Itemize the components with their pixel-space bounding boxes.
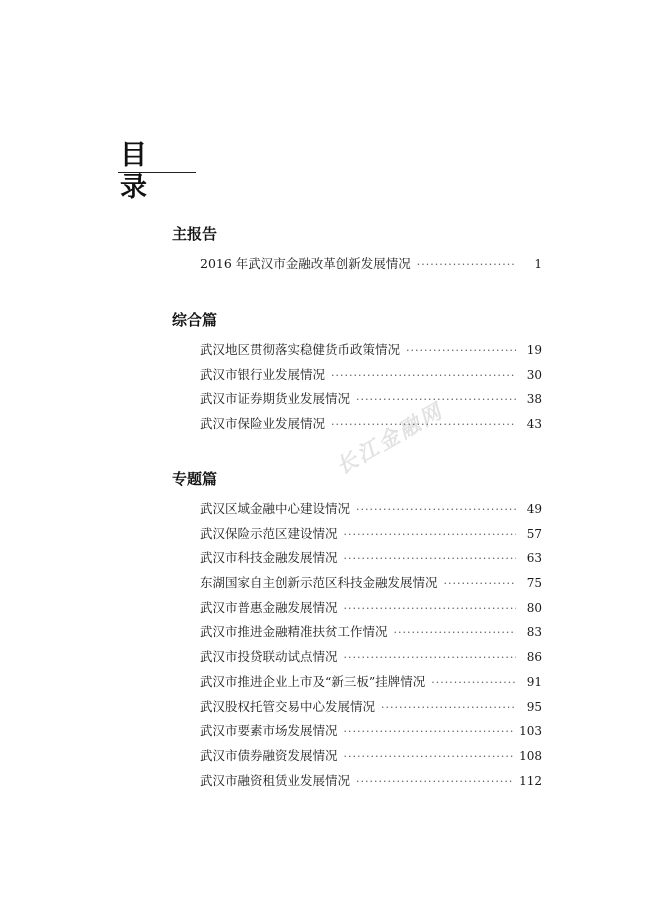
toc-entry-title: 武汉地区贯彻落实稳健货币政策情况	[200, 342, 401, 357]
toc-entry-page: 38	[526, 392, 542, 407]
toc-entry-title: 武汉市推进企业上市及“新三板”挂牌情况	[200, 673, 426, 689]
toc-entry-title: 武汉市银行业发展情况	[200, 366, 326, 382]
toc-entry-page: 57	[526, 526, 542, 541]
dot-leader	[344, 720, 514, 745]
toc-entry-page: 108	[519, 748, 542, 763]
toc-entry-page: 103	[519, 724, 542, 739]
toc-entry-title: 武汉市融资租赁业发展情况	[200, 772, 351, 788]
section-heading: 专题篇	[172, 470, 218, 488]
toc-entry[interactable]	[172, 769, 542, 794]
dot-leader	[344, 597, 516, 622]
toc-entry-page: 63	[526, 551, 542, 566]
toc-entry[interactable]	[172, 596, 542, 621]
toc-entry[interactable]	[172, 571, 542, 596]
toc-entry-title: 武汉市要素市场发展情况	[200, 723, 338, 739]
toc-entry[interactable]	[172, 252, 542, 277]
dot-leader	[381, 696, 516, 721]
dot-leader	[344, 547, 516, 572]
toc-entry[interactable]	[172, 645, 542, 670]
toc-entry-title: 武汉市证券期货业发展情况	[200, 391, 351, 407]
toc-entry-page: 86	[526, 650, 542, 665]
toc-entry-title: 武汉区域金融中心建设情况	[200, 501, 351, 516]
toc-entry[interactable]	[172, 497, 542, 522]
toc-entry-title: 东湖国家自主创新示范区科技金融发展情况	[200, 575, 438, 591]
toc-entry-title: 武汉市普惠金融发展情况	[200, 599, 338, 615]
dot-leader	[331, 413, 516, 438]
dot-leader	[331, 364, 516, 389]
toc-section-main-report	[172, 222, 542, 277]
toc-entry-title: 武汉市推进金融精准扶贫工作情况	[200, 624, 388, 640]
toc-entry[interactable]	[172, 338, 542, 363]
toc-entry[interactable]	[172, 695, 542, 720]
page-title: 目 录	[120, 140, 218, 203]
toc-entry-page: 83	[526, 625, 542, 640]
dot-leader	[394, 621, 516, 646]
watermark: 长江金融网	[331, 397, 448, 480]
toc-entry-page: 95	[526, 699, 542, 714]
toc-entry-page: 30	[526, 367, 542, 382]
toc-entry[interactable]	[172, 522, 542, 547]
toc-entry-page: 1	[534, 257, 542, 271]
dot-leader	[344, 646, 516, 671]
toc-entry-title: 2016 年武汉市金融改革创新发展情况	[200, 256, 411, 271]
toc-entry-title: 武汉市债券融资发展情况	[200, 747, 338, 763]
toc-entry[interactable]	[172, 719, 542, 744]
toc-entry-page: 43	[526, 417, 542, 432]
dot-leader	[431, 671, 516, 696]
dot-leader	[406, 339, 516, 364]
toc-entry[interactable]	[172, 387, 542, 412]
toc-entry[interactable]	[172, 620, 542, 645]
dot-leader	[344, 523, 516, 548]
toc-entry[interactable]	[172, 363, 542, 388]
dot-leader	[417, 253, 516, 278]
toc-entry-title: 武汉市保险业发展情况	[200, 416, 326, 432]
toc-entry-page: 19	[526, 343, 542, 357]
toc-entry-page: 80	[526, 600, 542, 615]
toc-entry[interactable]	[172, 670, 542, 695]
dot-leader	[356, 388, 516, 413]
toc-entry-page: 49	[526, 502, 542, 516]
toc-entry[interactable]	[172, 546, 542, 571]
dot-leader	[444, 572, 516, 597]
title-underline	[118, 172, 196, 173]
toc-entry[interactable]	[172, 744, 542, 769]
dot-leader	[356, 770, 513, 795]
toc-entry-title: 武汉市投贷联动试点情况	[200, 649, 338, 665]
toc-entry-page: 91	[526, 674, 542, 689]
toc-entry-page: 75	[526, 576, 542, 591]
toc-entry-title: 武汉保险示范区建设情况	[200, 525, 338, 541]
toc-entry[interactable]	[172, 412, 542, 437]
toc-section-comprehensive	[172, 308, 542, 437]
section-heading: 综合篇	[172, 311, 218, 329]
dot-leader	[344, 745, 514, 770]
section-heading: 主报告	[172, 225, 218, 243]
toc-section-special-topics	[172, 467, 542, 793]
toc-entry-page: 112	[519, 773, 542, 788]
toc-entry-title: 武汉股权托管交易中心发展情况	[200, 698, 376, 714]
toc-entry-title: 武汉市科技金融发展情况	[200, 550, 338, 566]
dot-leader	[356, 498, 516, 523]
